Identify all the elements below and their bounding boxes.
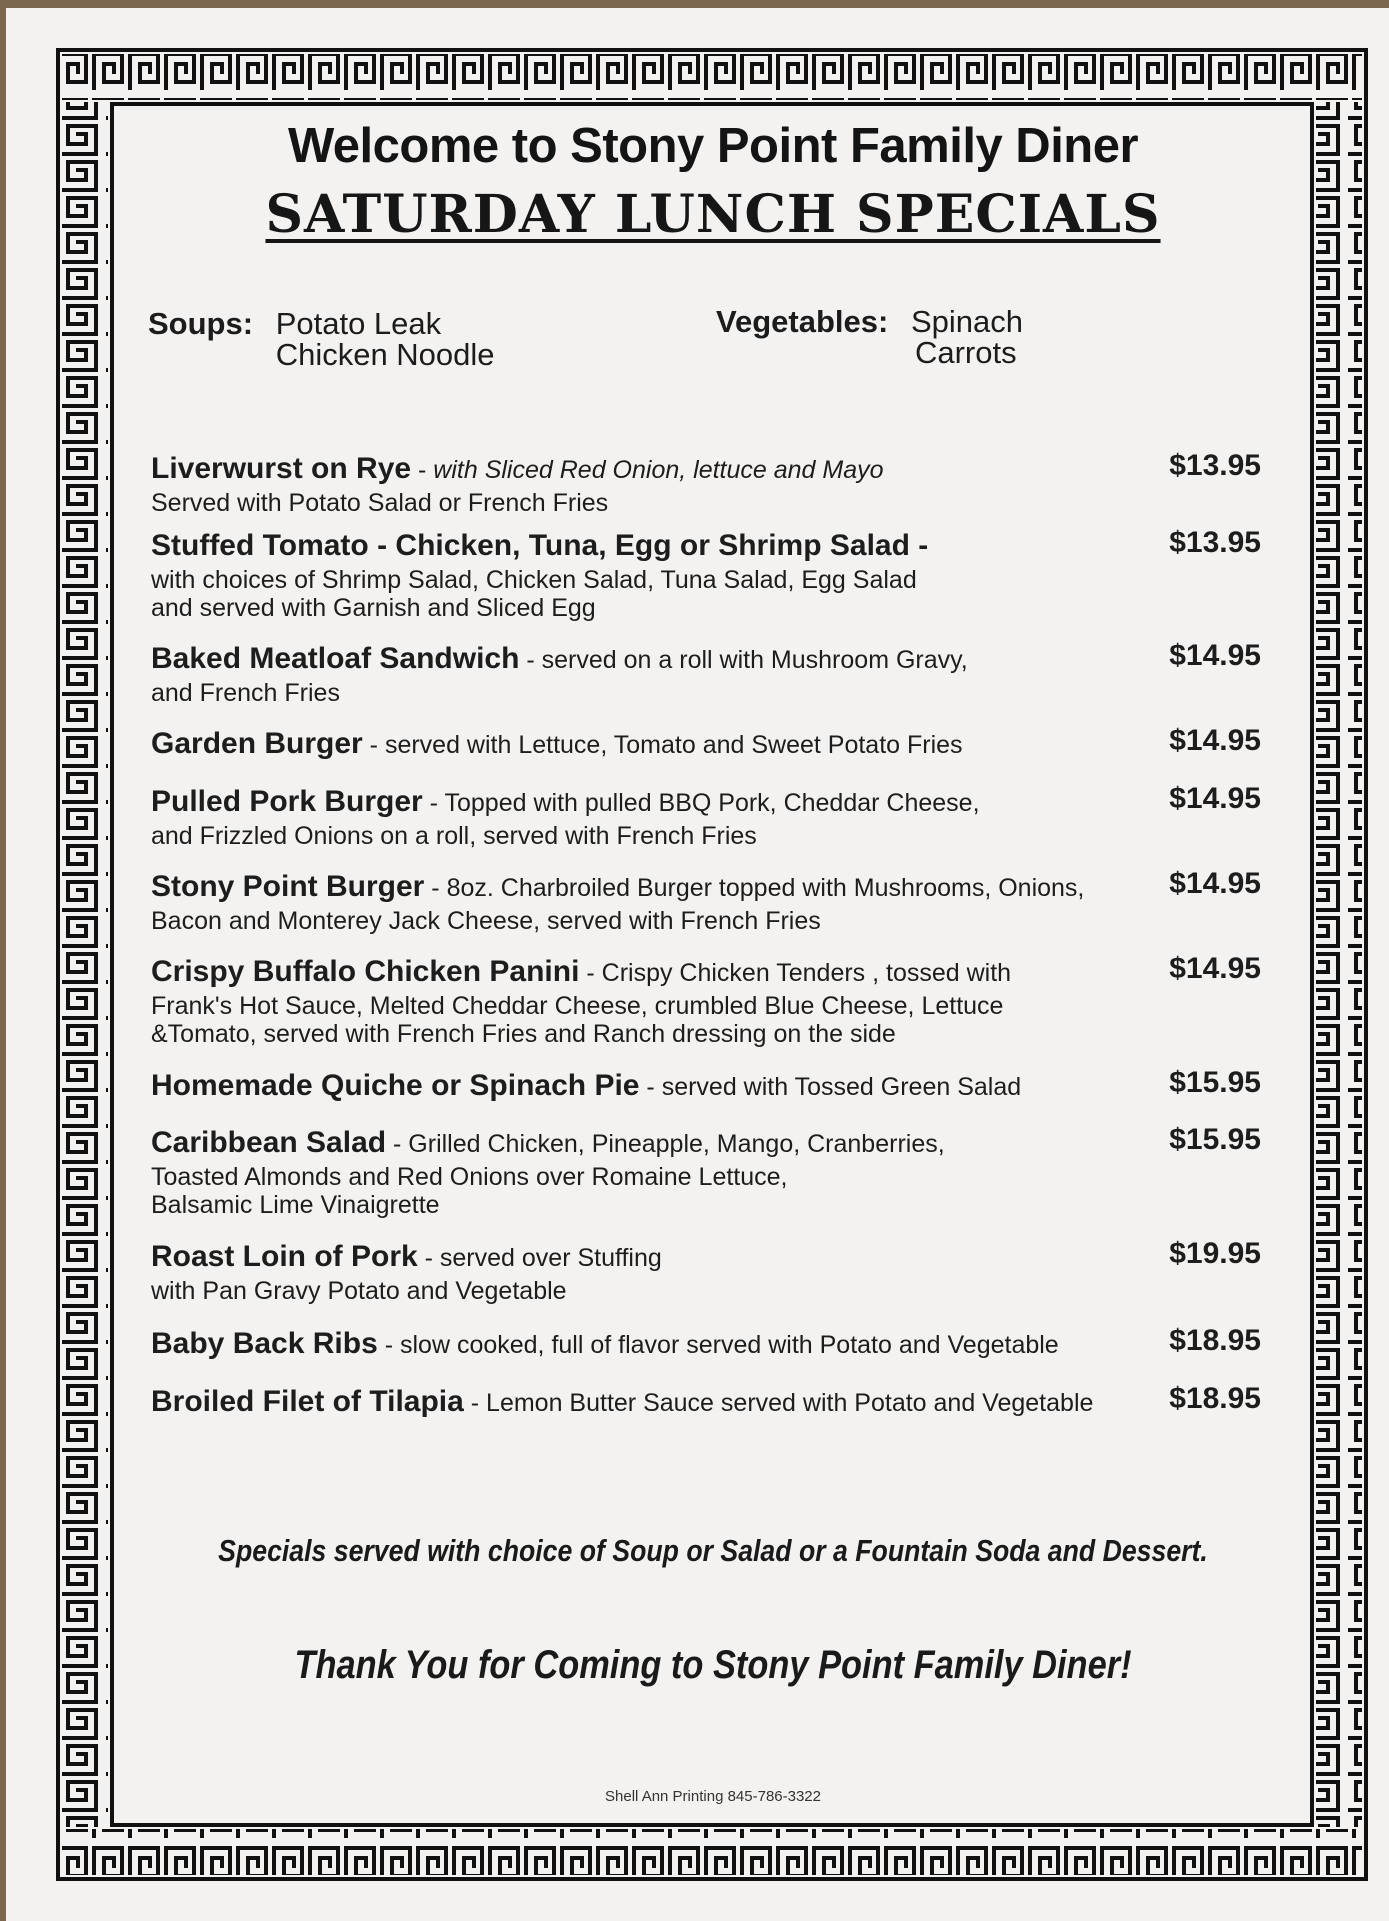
menu-item-name: Pulled Pork Burger [151, 785, 423, 818]
vegetables-label: Vegetables: [716, 304, 889, 339]
menu-item-name: Baby Back Ribs [151, 1327, 378, 1360]
menu-item-price: $18.95 [1169, 1324, 1261, 1357]
menu-item-detail: and Frizzled Onions on a roll, served with French Fries [151, 822, 757, 850]
menu-item-description: 8oz. Charbroiled Burger topped with Mushrooms, Onions, [446, 874, 1085, 902]
menu-item-price: $13.95 [1169, 526, 1261, 559]
thank-you-message: Thank You for Coming to Stony Point Family Diner! [294, 1643, 1132, 1687]
vegetables-section [716, 306, 1023, 368]
menu-item-detail: and French Fries [151, 679, 340, 707]
menu-item-name: Caribbean Salad [151, 1126, 387, 1159]
menu-item: Broiled Filet of Tilapia - Lemon Butter Sauce served with Potato and Vegetable $18.95 [151, 1382, 1261, 1418]
menu-item-name: Baked Meatloaf Sandwich [151, 642, 520, 675]
menu-content [116, 108, 1310, 1824]
menu-item: Crispy Buffalo Chicken Panini - Crispy Chicken Tenders , tossed with Frank's Hot Sauce, Melted Cheddar Cheese, crumbled Blue Cheese, Lettuce &Tomato, served with French Fries and Ranch dressing on the side $14.95 [151, 952, 1261, 1048]
soup-item: Potato Leak [275, 306, 442, 341]
menu-item-detail: Balsamic Lime Vinaigrette [151, 1191, 440, 1219]
menu-item-price: $14.95 [1169, 952, 1261, 985]
menu-item-name: Stony Point Burger [151, 870, 425, 903]
menu-item-detail: Frank's Hot Sauce, Melted Cheddar Cheese, crumbled Blue Cheese, Lettuce [151, 992, 1004, 1020]
menu-item: Garden Burger - served with Lettuce, Tomato and Sweet Potato Fries $14.95 [151, 724, 1261, 760]
menu-item: Baby Back Ribs - slow cooked, full of flavor served with Potato and Vegetable $18.95 [151, 1324, 1261, 1360]
menu-item-name: Roast Loin of Pork [151, 1240, 418, 1273]
menu-item-detail: with Pan Gravy Potato and Vegetable [151, 1277, 567, 1305]
printer-credit: Shell Ann Printing 845-786-3322 [605, 1788, 821, 1805]
menu-item-description: Topped with pulled BBQ Pork, Cheddar Cheese, [444, 789, 980, 817]
menu-item: Pulled Pork Burger - Topped with pulled BBQ Pork, Cheddar Cheese, and Frizzled Onions on a roll, served with French Fries $14.95 [151, 782, 1261, 850]
menu-item-price: $14.95 [1169, 782, 1261, 815]
menu-item-price: $18.95 [1169, 1382, 1261, 1415]
vegetable-item: Spinach [910, 304, 1023, 339]
menu-item-name: Garden Burger [151, 727, 363, 760]
menu-item-detail: Served with Potato Salad or French Fries [151, 489, 609, 517]
menu-item-name: Crispy Buffalo Chicken Panini [151, 955, 580, 988]
menu-item: Roast Loin of Pork - served over Stuffing with Pan Gravy Potato and Vegetable $19.95 [151, 1237, 1261, 1305]
menu-item-name: Stuffed Tomato - Chicken, Tuna, Egg or Shrimp Salad [151, 529, 910, 562]
soups-label: Soups: [148, 306, 254, 341]
soups-section [148, 308, 495, 370]
menu-item-name: Liverwurst on Rye [151, 452, 412, 485]
menu-item: Liverwurst on Rye - with Sliced Red Onion, lettuce and Mayo Served with Potato Salad or French Fries $13.95 [151, 449, 1261, 517]
menu-item-name: Broiled Filet of Tilapia [151, 1385, 464, 1418]
specials-note: Specials served with choice of Soup or Salad or a Fountain Soda and Dessert. [218, 1533, 1208, 1568]
menu-item-price: $14.95 [1169, 639, 1261, 672]
menu-item-description: Lemon Butter Sauce served with Potato and Vegetable [486, 1389, 1094, 1417]
menu-item-description: Grilled Chicken, Pineapple, Mango, Cranberries, [408, 1130, 945, 1158]
menu-item: Caribbean Salad - Grilled Chicken, Pineapple, Mango, Cranberries, Toasted Almonds and Red Onions over Romaine Lettuce, Balsamic Lime Vinaigrette $15.95 [151, 1123, 1261, 1219]
menu-item-name: Homemade Quiche or Spinach Pie [151, 1069, 640, 1102]
menu-item-description: served on a roll with Mushroom Gravy, [541, 646, 968, 674]
menu-item-description: served over Stuffing [439, 1244, 662, 1272]
menu-item-detail: and served with Garnish and Sliced Egg [151, 594, 596, 622]
menu-item-description: served with Tossed Green Salad [661, 1073, 1022, 1101]
menu-item: Homemade Quiche or Spinach Pie - served with Tossed Green Salad $15.95 [151, 1066, 1261, 1102]
menu-item-description: Crispy Chicken Tenders , tossed with [601, 959, 1012, 987]
soup-item: Chicken Noodle [275, 337, 495, 372]
menu-item-price: $13.95 [1169, 449, 1261, 482]
menu-item-detail: with choices of Shrimp Salad, Chicken Salad, Tuna Salad, Egg Salad [151, 566, 917, 594]
menu-item-price: $15.95 [1169, 1066, 1261, 1099]
menu-item-description: slow cooked, full of flavor served with Potato and Vegetable [399, 1331, 1059, 1359]
menu-item-detail: &Tomato, served with French Fries and Ranch dressing on the side [151, 1020, 896, 1048]
menu-item-price: $15.95 [1169, 1123, 1261, 1156]
menu-item-price: $19.95 [1169, 1237, 1261, 1270]
menu-title: SATURDAY LUNCH SPECIALS [265, 184, 1161, 245]
menu-item-detail: Toasted Almonds and Red Onions over Romaine Lettuce, [151, 1163, 788, 1191]
menu-item: Stony Point Burger - 8oz. Charbroiled Burger topped with Mushrooms, Onions, Bacon and Monterey Jack Cheese, served with French Fries $14.95 [151, 867, 1261, 935]
menu-item-price: $14.95 [1169, 724, 1261, 757]
vegetable-item: Carrots [914, 335, 1017, 370]
menu-item: Stuffed Tomato - Chicken, Tuna, Egg or Shrimp Salad - with choices of Shrimp Salad, Chicken Salad, Tuna Salad, Egg Salad and served with Garnish and Sliced Egg $13.95 [151, 526, 1261, 622]
menu-sheet [6, 8, 1389, 1921]
welcome-heading: Welcome to Stony Point Family Diner [287, 119, 1139, 173]
menu-item-description: served with Lettuce, Tomato and Sweet Potato Fries [384, 731, 963, 759]
menu-item: Baked Meatloaf Sandwich - served on a roll with Mushroom Gravy, and French Fries $14.95 [151, 639, 1261, 707]
menu-item-detail: Bacon and Monterey Jack Cheese, served with French Fries [151, 907, 821, 935]
menu-item-price: $14.95 [1169, 867, 1261, 900]
menu-item-description: with Sliced Red Onion, lettuce and Mayo [433, 456, 884, 484]
